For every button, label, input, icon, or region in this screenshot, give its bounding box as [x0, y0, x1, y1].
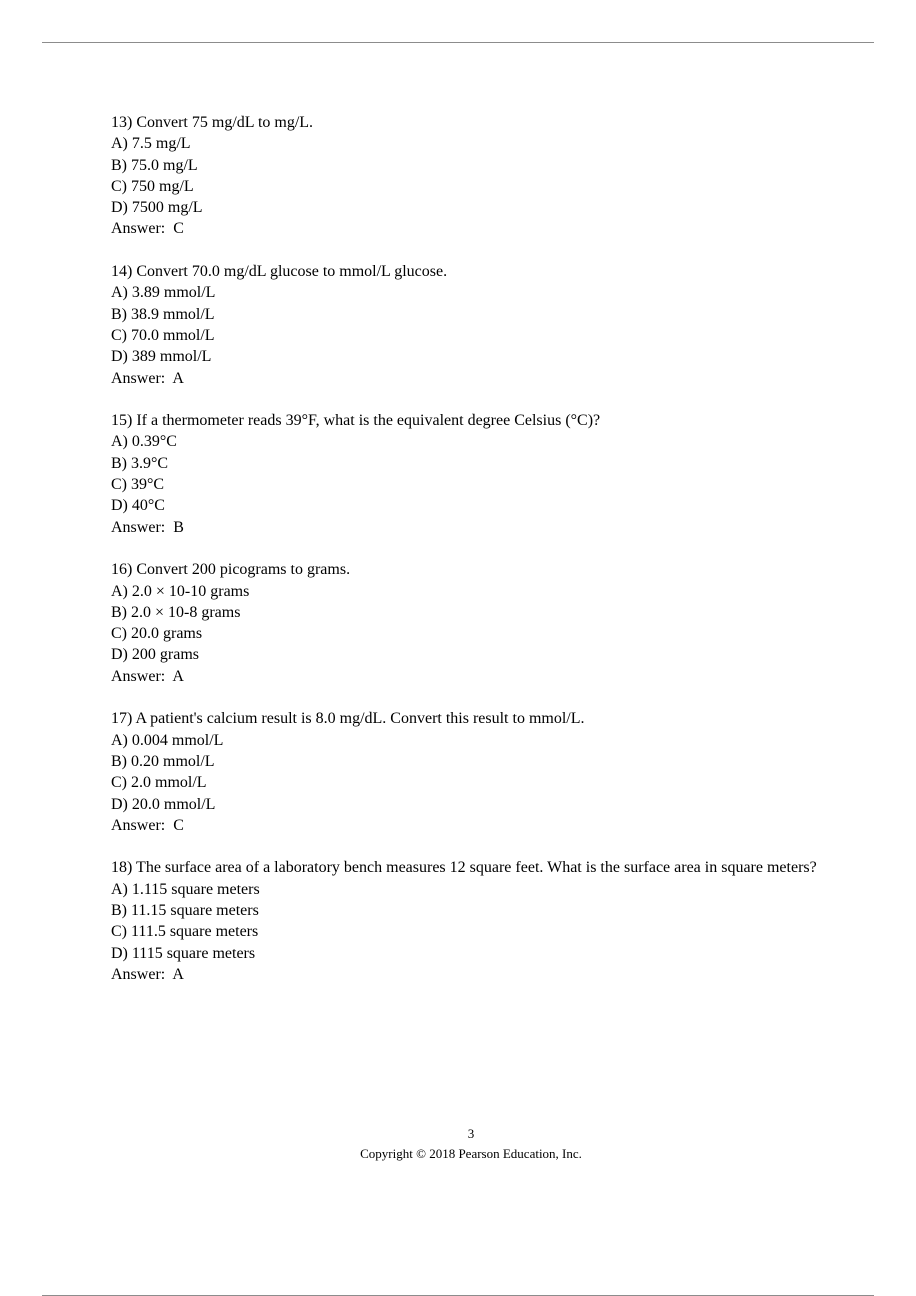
option-b: B) 11.15 square meters: [111, 901, 259, 919]
page-number: 3: [467, 1126, 475, 1141]
option-b: B) 0.20 mmol/L: [111, 752, 215, 770]
question-stem: 13) Convert 75 mg/dL to mg/L.: [111, 114, 314, 131]
answer: Answer: A: [111, 667, 184, 685]
question-14: [111, 261, 831, 389]
option-d: D) 40°C: [111, 497, 165, 515]
question-stem: 14) Convert 70.0 mg/dL glucose to mmol/L glucose.: [111, 263, 448, 281]
option-d: D) 20.0 mmol/L: [111, 795, 216, 813]
option-b: B) 3.9°C: [111, 454, 169, 472]
option-d: D) 7500 mg/L: [111, 199, 203, 217]
option-a: A) 0.004 mmol/L: [111, 731, 224, 749]
option-a: A) 7.5 mg/L: [111, 135, 191, 153]
option-a: A) 3.89 mmol/L: [111, 284, 216, 302]
option-b: B) 38.9 mmol/L: [111, 305, 215, 323]
question-16: [111, 559, 831, 687]
option-d: D) 1115 square meters: [111, 944, 256, 962]
answer: Answer: A: [111, 965, 184, 983]
page-footer: [0, 1124, 916, 1164]
option-a: A) 2.0 × 10-10 grams: [111, 582, 250, 600]
question-stem: 15) If a thermometer reads 39°F, what is the equivalent degree Celsius (°C)?: [111, 412, 601, 430]
copyright-notice: Copyright © 2018 Pearson Education, Inc.: [360, 1146, 582, 1161]
option-c: C) 2.0 mmol/L: [111, 774, 207, 792]
option-c: C) 70.0 mmol/L: [111, 326, 215, 344]
option-c: C) 750 mg/L: [111, 177, 194, 195]
option-c: C) 20.0 grams: [111, 625, 203, 643]
question-18: [111, 857, 831, 985]
top-divider: [42, 42, 874, 43]
question-17: [111, 708, 831, 836]
option-c: C) 39°C: [111, 476, 165, 494]
question-list: [111, 112, 831, 1006]
answer: Answer: B: [111, 518, 184, 536]
answer: Answer: C: [111, 220, 184, 238]
option-d: D) 389 mmol/L: [111, 348, 212, 366]
question-stem: 17) A patient's calcium result is 8.0 mg/dL. Convert this result to mmol/L.: [111, 710, 585, 728]
option-a: A) 0.39°C: [111, 433, 177, 451]
option-d: D) 200 grams: [111, 646, 199, 664]
question-13: [111, 112, 831, 240]
option-b: B) 75.0 mg/L: [111, 156, 198, 174]
answer: Answer: A: [111, 369, 184, 387]
question-stem: 18) The surface area of a laboratory bench measures 12 square feet. What is the surface area in square meters?: [111, 859, 817, 877]
option-b: B) 2.0 × 10-8 grams: [111, 603, 241, 621]
question-stem: 16) Convert 200 picograms to grams.: [111, 561, 351, 579]
answer: Answer: C: [111, 816, 184, 834]
option-a: A) 1.115 square meters: [111, 880, 260, 898]
question-15: [111, 410, 831, 538]
option-c: C) 111.5 square meters: [111, 923, 259, 941]
